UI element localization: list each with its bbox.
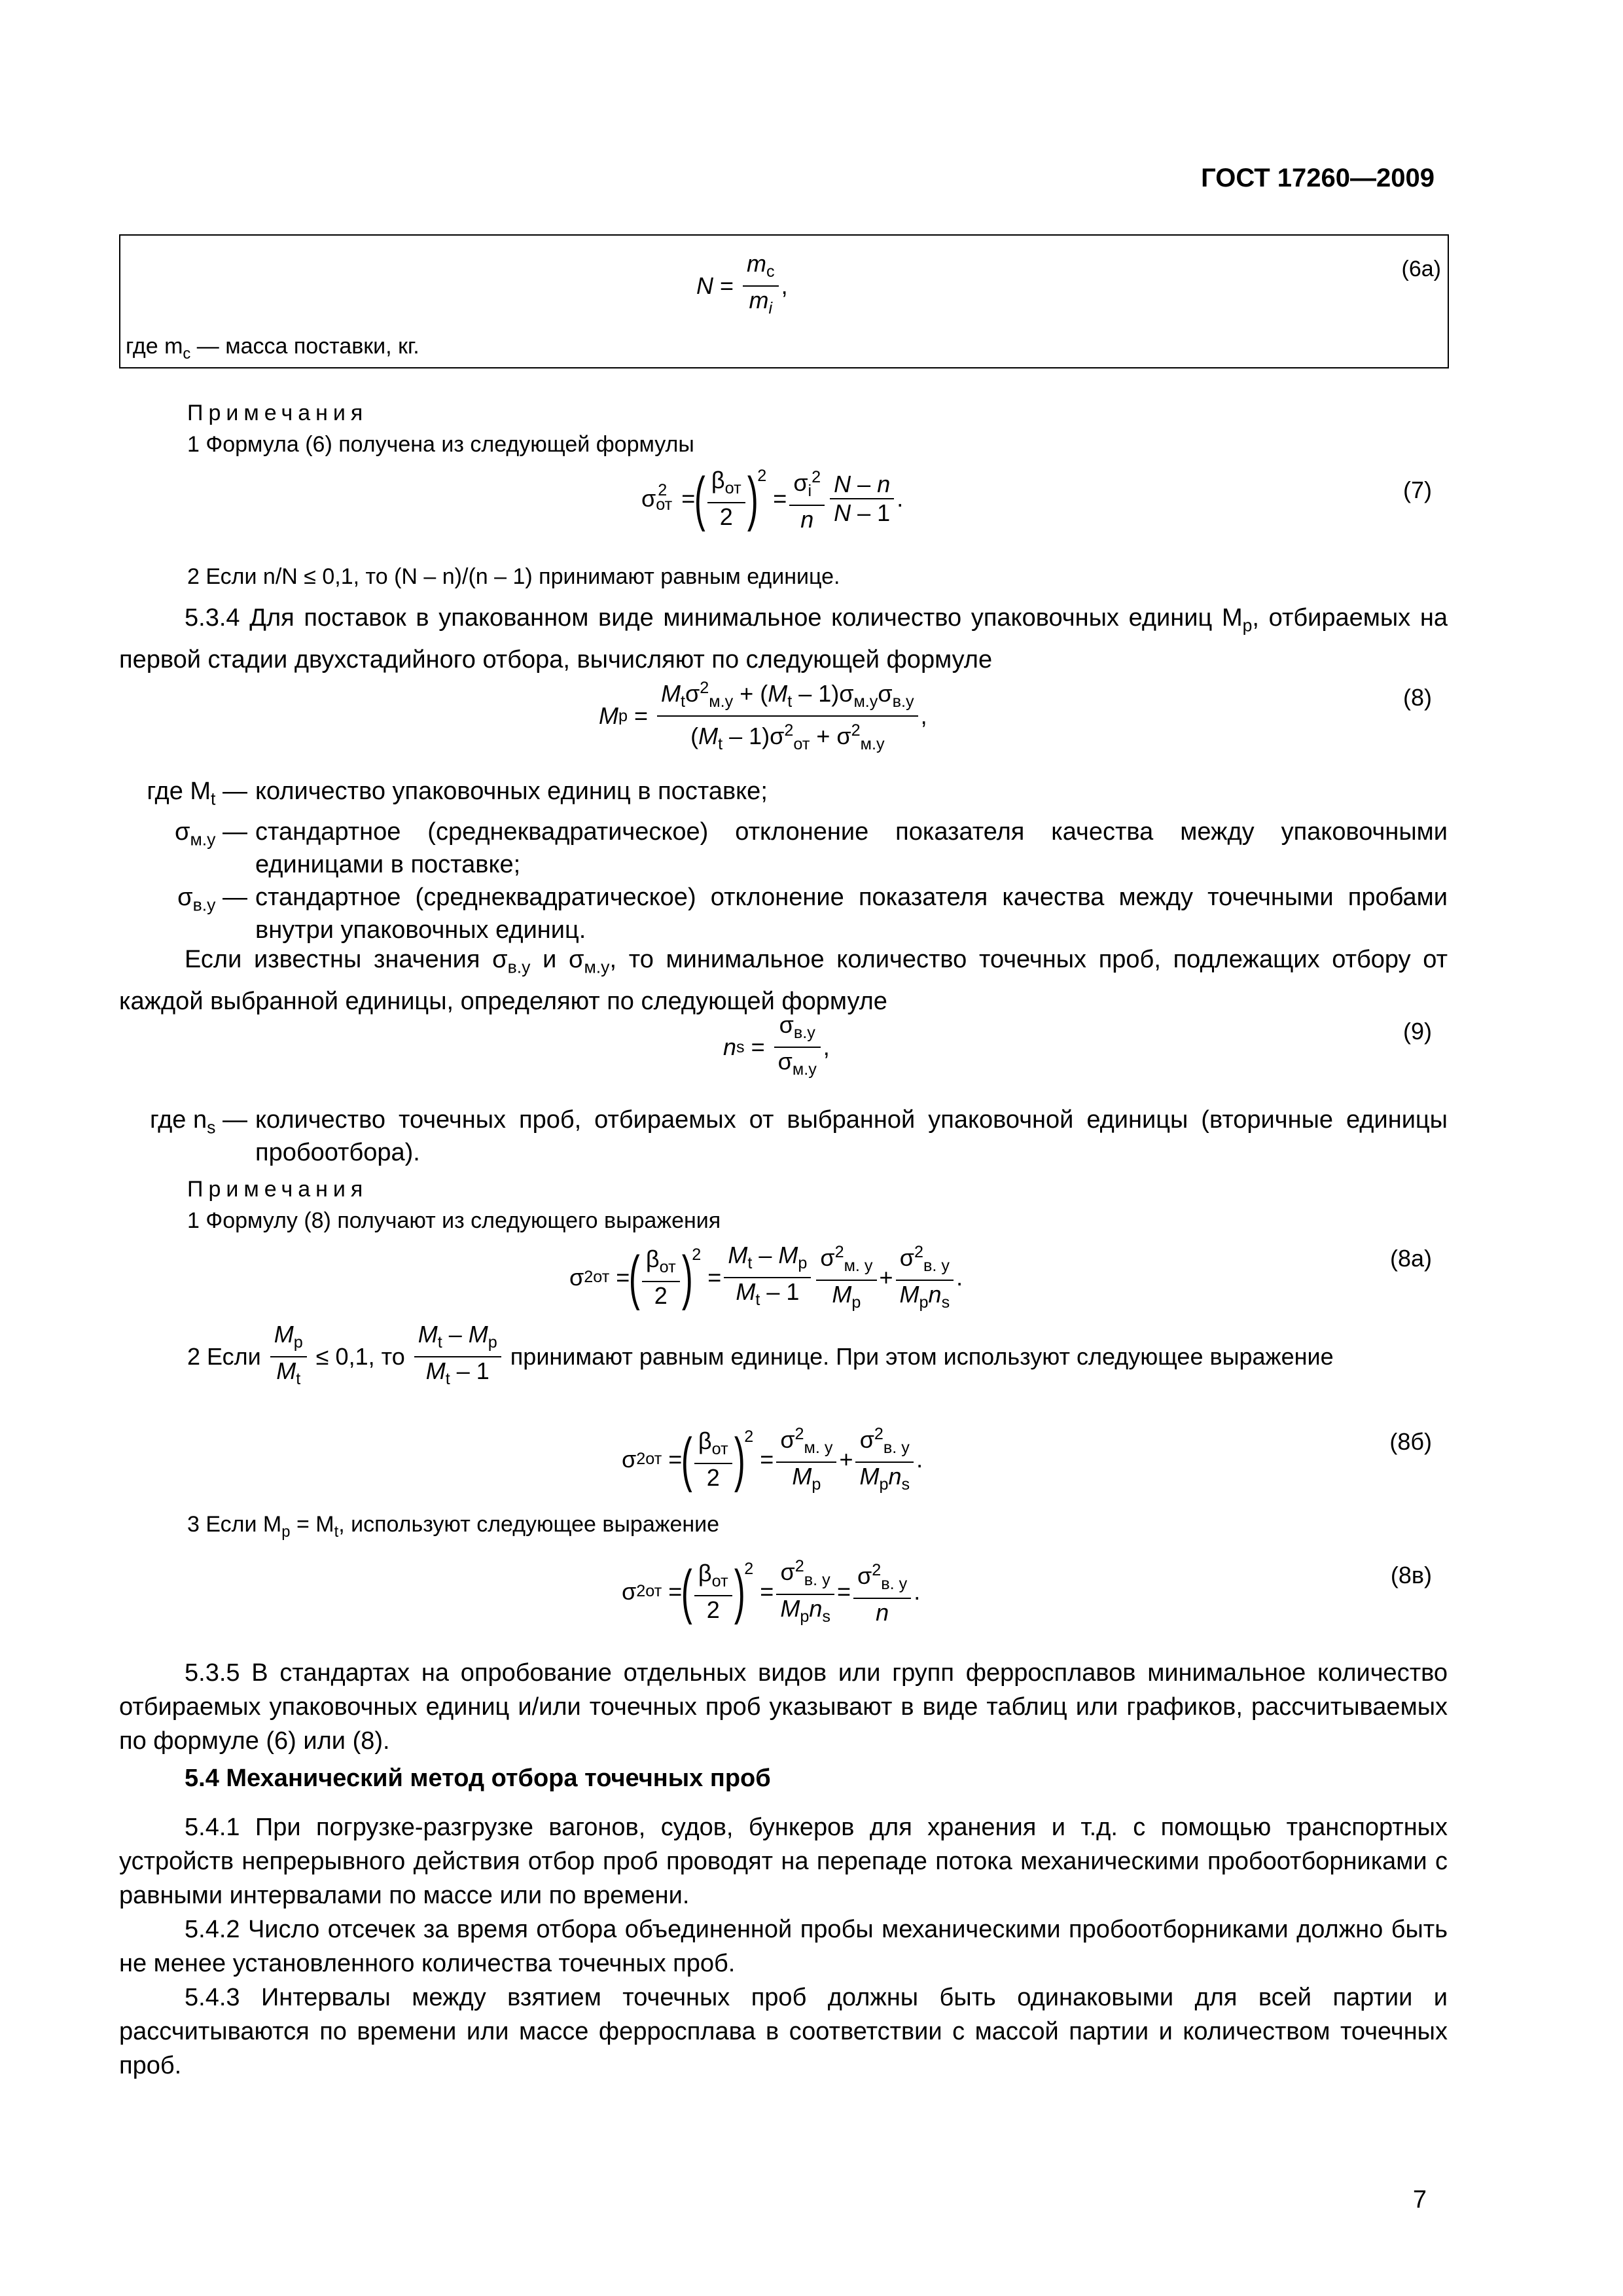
paragraph-5-4-1: 5.4.1 При погрузке-разгрузке вагонов, судов, бункеров для хранения и т.д. с помощью транспортных устройств непрерывного действия отбор проб проводят на перепаде потока механическими пробоотборниками с равными интервалами по массе или по времени. xyxy=(119,1814,1448,1909)
note-1-2: 2 Если n/N ≤ 0,1, то (N – n)/(n – 1) принимают равным единице. xyxy=(187,564,840,589)
box-definition: где $m_с$ — масса поставки, кг. xyxy=(126,334,419,363)
formula-8v: σ 2 от = ( $\frac{\beta_{от}}{2}$ ) $^2$ = $\frac{\sigma^2_{в. у}}{M_рn_s}$ = $\frac{\sigma^2_{в. у}}{n}$ . xyxy=(622,1552,920,1630)
formula-8: M р = $\frac{M_t\sigma^2_{м.у} + (M_t - 1)\sigma_{м.у}\sigma_{в.у}}{(M_t - 1)\sigma^2_{от} + \sigma^2_{м.у}}$ , xyxy=(599,674,927,758)
formula-8a: σ 2 от = ( $\frac{\beta_{от}}{2}$ ) $^2$ = $\frac{M_t - M_р}{M_t - 1}$ $\frac{\sigma^2_{м. у}}{M_р}$ + $\frac{\sigma^2_{в. у}}{M_рn_s}$ . xyxy=(569,1238,963,1316)
definition-sigma-vu: $\sigma_{в.у}$ — стандартное (среднеквадратическое) отклонение показателя качества между точечными пробами внутри упаковочных единиц. xyxy=(177,883,1448,944)
equation-label-6a: (6а) xyxy=(1401,257,1441,281)
notes-title-2: Примечания xyxy=(187,1177,368,1202)
equation-label-8b: (8б) xyxy=(1389,1428,1432,1455)
paragraph-5-4-2: 5.4.2 Число отсечек за время отбора объединенной пробы механическими пробоотборниками должно быть не менее установленного количества точечных проб. xyxy=(119,1916,1448,1977)
definition-sigma-mu: $\sigma_{м.у}$ — стандартное (среднеквадратическое) отклонение показателя качества между упаковочными единицами в поставке; xyxy=(175,817,1448,878)
note-1-1: 1 Формула (6) получена из следующей формулы xyxy=(187,432,694,457)
note-2-2: 2 Если $\frac{M_р}{M_t}$ ≤ 0,1, то $\frac{M_t - M_р}{M_t - 1}$ принимают равным единице. При этом используют следующее выражение xyxy=(187,1321,1334,1389)
formula-8b: σ 2 от = ( $\frac{\beta_{от}}{2}$ ) $^2$ = $\frac{\sigma^2_{м. у}}{M_р}$ + $\frac{\sigma^2_{в. у}}{M_рn_s}$ . xyxy=(622,1420,923,1498)
equation-label-7: (7) xyxy=(1403,476,1432,503)
section-heading-5-4: 5.4 Механический метод отбора точечных проб xyxy=(185,1765,771,1792)
equation-label-8: (8) xyxy=(1403,684,1432,711)
note-2-1: 1 Формулу (8) получают из следующего выражения xyxy=(187,1208,721,1233)
paragraph-known-values: Если известны значения $\sigma_{в.у}$ и $\sigma_{м.у}$, то минимальное количество точечных проб, подлежащих отбору от каждой выбранной единицы, определяют по следующей формуле xyxy=(119,946,1448,1015)
equation-label-9: (9) xyxy=(1403,1018,1432,1045)
formula-9: n s = $\frac{\sigma_{в.у}}{\sigma_{м.у}}$ , xyxy=(723,1011,830,1079)
definition-mt: где $M_t$ — количество упаковочных единиц в поставке; xyxy=(147,778,768,809)
page-number: 7 xyxy=(1412,2186,1427,2214)
formula-7: σ $_{от}$ $^2$ = ( $\frac{\beta_{от}}{2}$ ) $^2$ = $\frac{\sigma_i^2}{n}$ $\frac{N - n}{N - 1}$ . xyxy=(641,463,903,533)
equation-label-8a: (8а) xyxy=(1389,1245,1432,1272)
definition-ns: где $n_s$ — количество точечных проб, отбираемых от выбранной упаковочной единицы (вторичные единицы пробоотбора). xyxy=(149,1106,1448,1166)
paragraph-5-4-3: 5.4.3 Интервалы между взятием точечных проб должны быть одинаковыми для всей партии и рассчитываются по времени или массе ферросплава в соответствии с массой партии и количеством точечных проб. xyxy=(119,1984,1448,2079)
definitions-list-1 xyxy=(119,775,1448,946)
paragraph-5-3-4: 5.3.4 Для поставок в упакованном виде минимальное количество упаковочных единиц $M_р$, отбираемых на первой стадии двухстадийного отбора, вычисляют по следующей формуле xyxy=(119,604,1448,673)
paragraph-5-3-5: 5.3.5 В стандартах на опробование отдельных видов или групп ферросплавов минимальное количество отбираемых упаковочных единиц и/или точечных проб указывают в виде таблиц или графиков, рассчитываемых по формуле (6) или (8). xyxy=(119,1659,1448,1755)
document-header: ГОСТ 17260—2009 xyxy=(1201,164,1435,192)
note-2-3: 3 Если $M_р = M_t$, используют следующее выражение xyxy=(187,1512,720,1541)
definitions-list-2 xyxy=(119,1103,1448,1169)
notes-title-1: Примечания xyxy=(187,401,368,425)
equation-label-8v: (8в) xyxy=(1390,1562,1432,1588)
formula-6a: N = $\frac{m_с}{m_i}$ , xyxy=(696,250,788,318)
formula-box xyxy=(119,234,1449,368)
